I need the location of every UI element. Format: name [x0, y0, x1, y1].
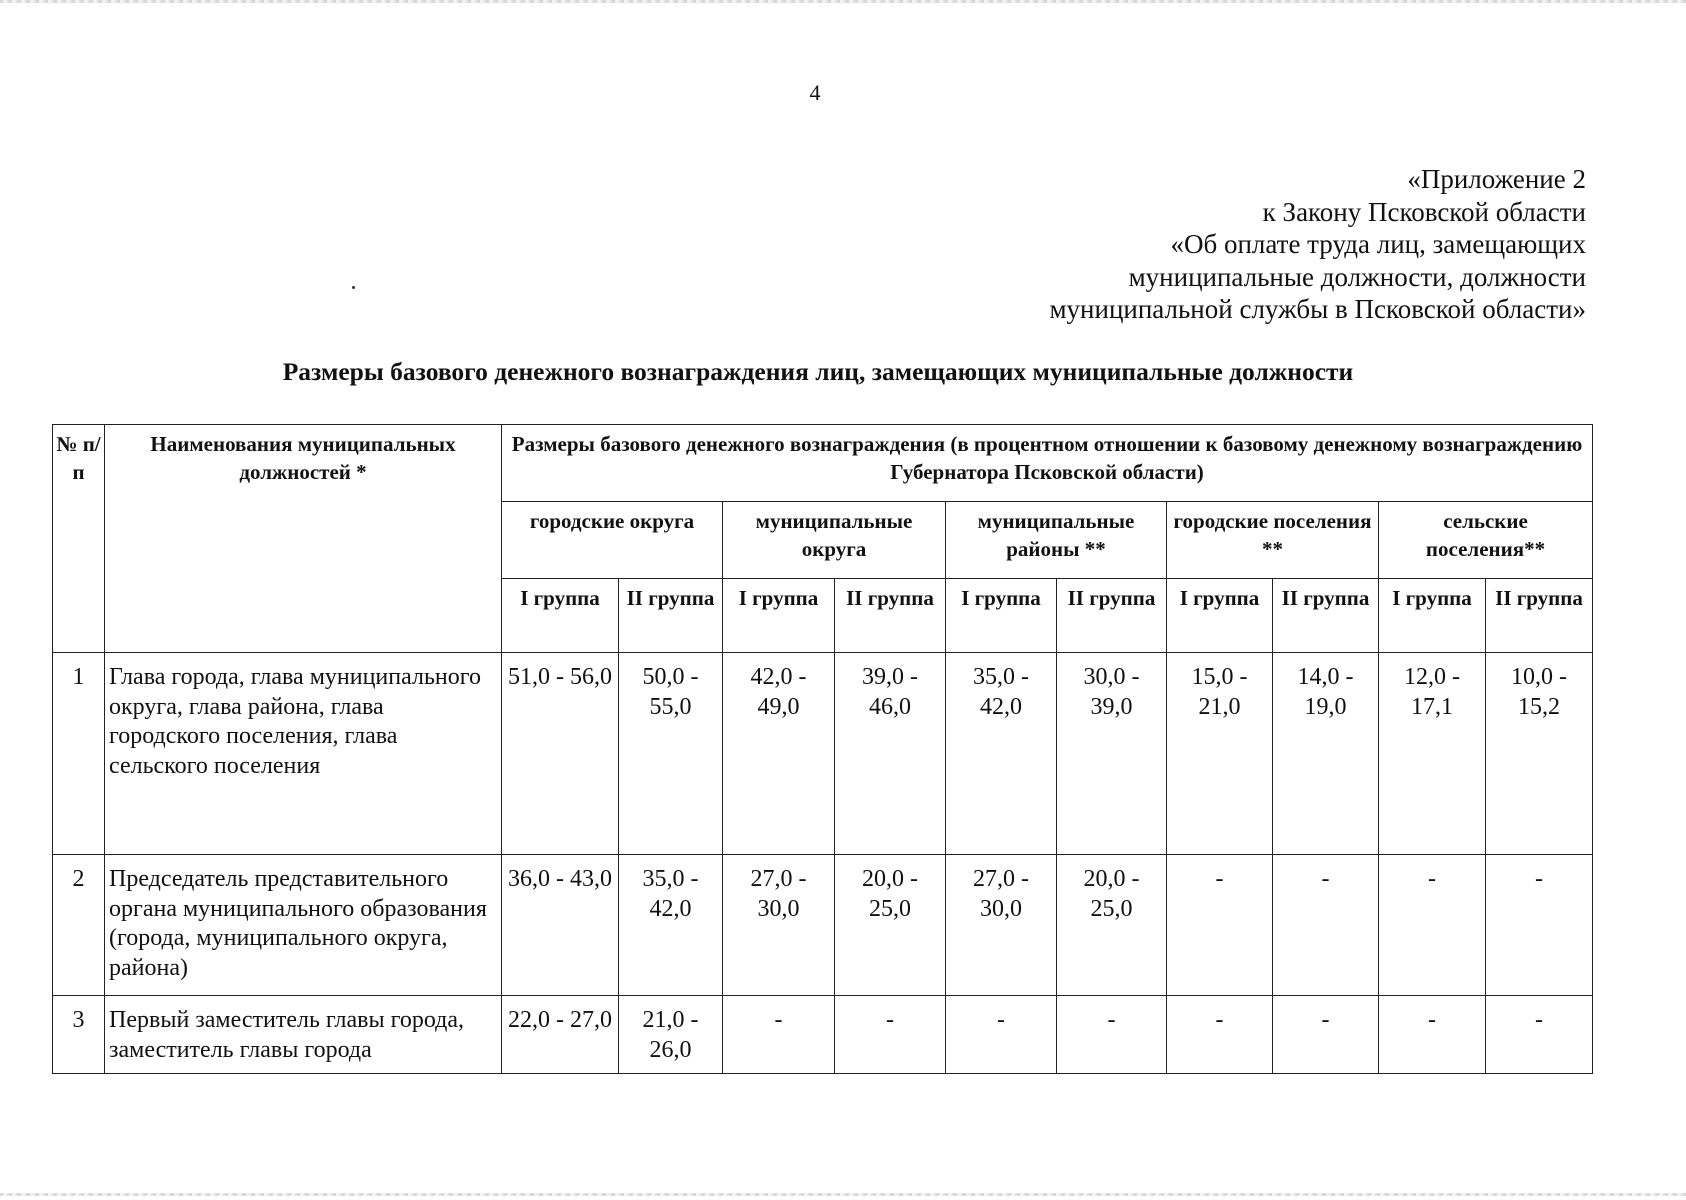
- header-group: муниципальные округа: [723, 502, 946, 579]
- salary-value: -: [723, 996, 835, 1074]
- salary-value: -: [1273, 855, 1379, 996]
- salary-value: 51,0 - 56,0: [502, 653, 619, 855]
- header-group: муниципальные районы **: [946, 502, 1167, 579]
- table-row: [53, 855, 1593, 996]
- header-subgroup: I группа: [502, 579, 619, 653]
- salary-value: 10,0 - 15,2: [1486, 653, 1593, 855]
- header-subgroup: II группа: [1273, 579, 1379, 653]
- header-position-name: Наименования муниципальных должностей *: [105, 425, 502, 653]
- header-subgroup: II группа: [1486, 579, 1593, 653]
- position-name: Председатель представительного органа муниципального образования (города, муниципального округа, района): [105, 855, 502, 996]
- salary-value: 30,0 - 39,0: [1057, 653, 1167, 855]
- header-salary-sizes: Размеры базового денежного вознаграждения (в процентном отношении к базовому денежному вознаграждению Губернатора Псковской области): [502, 425, 1593, 502]
- row-number: 2: [53, 855, 105, 996]
- salary-value: 50,0 - 55,0: [619, 653, 723, 855]
- salary-value: -: [946, 996, 1057, 1074]
- salary-value: 36,0 - 43,0: [502, 855, 619, 996]
- appendix-reference: [1049, 163, 1586, 326]
- header-subgroup: II группа: [1057, 579, 1167, 653]
- appendix-line: муниципальной службы в Псковской области»: [1049, 294, 1586, 324]
- salary-value: 39,0 - 46,0: [835, 653, 946, 855]
- salary-value: 20,0 - 25,0: [835, 855, 946, 996]
- row-number: 1: [53, 653, 105, 855]
- salary-value: 35,0 - 42,0: [619, 855, 723, 996]
- page-number: 4: [809, 80, 821, 105]
- salary-value: -: [1167, 855, 1273, 996]
- salary-value: 20,0 - 25,0: [1057, 855, 1167, 996]
- appendix-line: «Об оплате труда лиц, замещающих: [1170, 229, 1586, 259]
- salary-value: -: [1379, 996, 1486, 1074]
- appendix-line: «Приложение 2: [1407, 164, 1586, 194]
- header-group: городские поселения **: [1167, 502, 1379, 579]
- salary-table: [52, 424, 1593, 1074]
- salary-value: 15,0 - 21,0: [1167, 653, 1273, 855]
- header-group: городские округа: [502, 502, 723, 579]
- salary-value: 42,0 - 49,0: [723, 653, 835, 855]
- salary-value: -: [1167, 996, 1273, 1074]
- table-row: [53, 653, 1593, 855]
- header-group: сельские поселения**: [1379, 502, 1593, 579]
- header-number: № п/п: [53, 425, 105, 653]
- appendix-line: к Закону Псковской области: [1262, 196, 1586, 227]
- scan-edge-bottom: [0, 1193, 1686, 1196]
- salary-value: 21,0 - 26,0: [619, 996, 723, 1074]
- salary-value: -: [1379, 855, 1486, 996]
- row-number: 3: [53, 996, 105, 1074]
- header-subgroup: I группа: [723, 579, 835, 653]
- salary-value: 14,0 - 19,0: [1273, 653, 1379, 855]
- salary-value: -: [1057, 996, 1167, 1074]
- scan-edge-top: [0, 0, 1686, 3]
- position-name: Первый заместитель главы города, заместитель главы города: [105, 996, 502, 1074]
- header-subgroup: I группа: [1379, 579, 1486, 653]
- position-name: Глава города, глава муниципального округа, глава района, глава городского поселения, глава сельского поселения: [105, 653, 502, 855]
- salary-value: -: [1486, 855, 1593, 996]
- salary-value: -: [1486, 996, 1593, 1074]
- header-subgroup: II группа: [619, 579, 723, 653]
- salary-value: 12,0 - 17,1: [1379, 653, 1486, 855]
- table-row: [53, 996, 1593, 1074]
- appendix-line: муниципальные должности, должности: [1128, 261, 1586, 292]
- header-subgroup: II группа: [835, 579, 946, 653]
- salary-value: -: [835, 996, 946, 1074]
- header-subgroup: I группа: [946, 579, 1057, 653]
- salary-value: 27,0 - 30,0: [946, 855, 1057, 996]
- scan-speck: [352, 286, 355, 289]
- header-subgroup: I группа: [1167, 579, 1273, 653]
- salary-value: 35,0 - 42,0: [946, 653, 1057, 855]
- salary-value: 27,0 - 30,0: [723, 855, 835, 996]
- salary-value: -: [1273, 996, 1379, 1074]
- document-title: Размеры базового денежного вознаграждения лиц, замещающих муниципальные должности: [282, 357, 1354, 386]
- salary-value: 22,0 - 27,0: [502, 996, 619, 1074]
